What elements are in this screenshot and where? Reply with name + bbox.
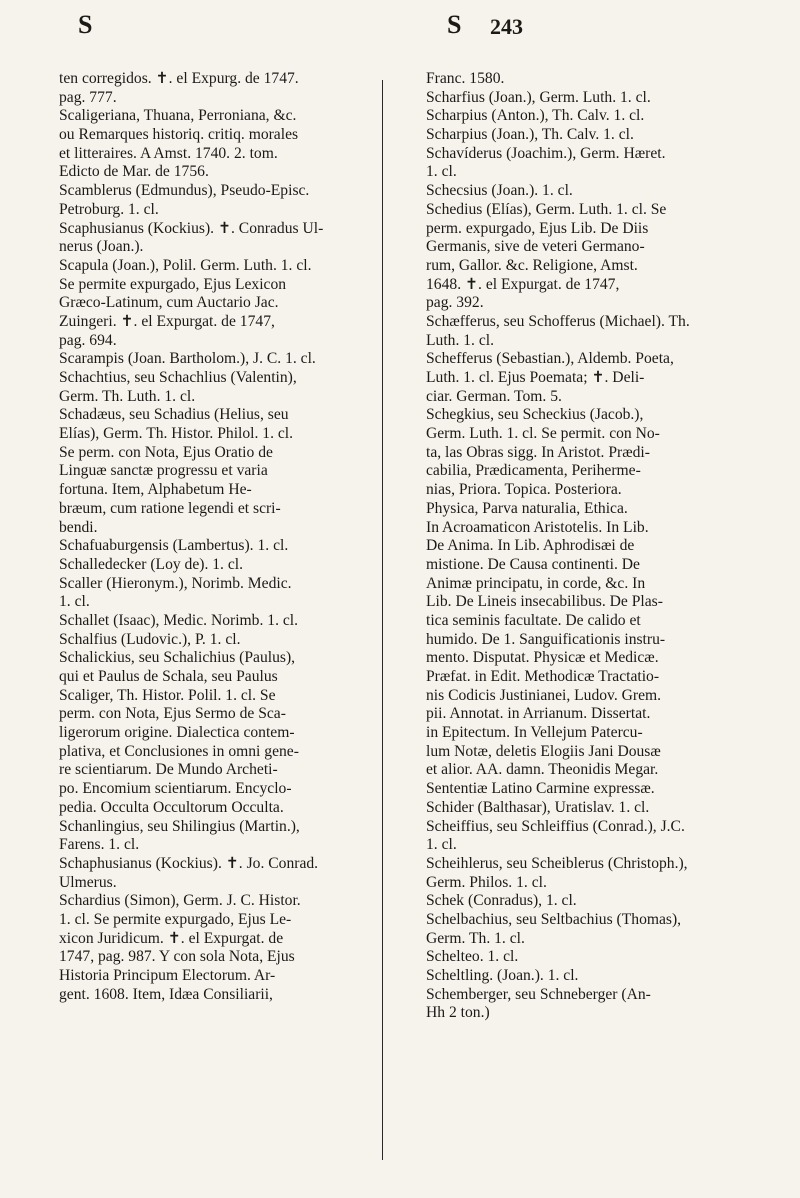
text-line: plativa, et Conclusiones in omni gene- bbox=[59, 742, 299, 760]
text-line: Germ. Luth. 1. cl. Se permit. con No- bbox=[426, 425, 660, 443]
text-line: 1. cl. bbox=[426, 836, 457, 854]
text-line: pag. 777. bbox=[59, 88, 117, 106]
text-line: ou Remarques historiq. critiq. morales bbox=[59, 126, 299, 144]
text-line: Scharfius (Joan.), Germ. Luth. 1. cl. bbox=[426, 88, 651, 106]
text-line: Physica, Parva naturalia, Ethica. bbox=[426, 499, 628, 517]
text-line: Linguæ sanctæ progressu et varia bbox=[59, 462, 268, 480]
text-line: pii. Annotat. in Arrianum. Dissertat. bbox=[426, 705, 651, 723]
running-head-left: S bbox=[78, 10, 94, 39]
text-line: Ulmerus. bbox=[59, 873, 117, 891]
text-line: re scientiarum. De Mundo Archeti- bbox=[59, 761, 278, 779]
text-line: Schadæus, seu Schadius (Helius, seu bbox=[59, 406, 289, 424]
text-line: Scaliger, Th. Histor. Polil. 1. cl. Se bbox=[59, 686, 276, 704]
text-line: Schedius (Elías), Germ. Luth. 1. cl. Se bbox=[426, 200, 667, 218]
text-line: tica seminis facultate. De calido et bbox=[426, 611, 641, 629]
text-line: Schider (Balthasar), Uratislav. 1. cl. bbox=[426, 798, 650, 816]
text-line: Scheiffius, seu Schleiffius (Conrad.), J.C. bbox=[426, 817, 685, 835]
text-line: mistione. De Causa continenti. De bbox=[426, 555, 640, 573]
text-line: Scharpius (Anton.), Th. Calv. 1. cl. bbox=[426, 107, 645, 125]
text-line: Lib. De Lineis insecabilibus. De Plas- bbox=[426, 593, 663, 611]
text-line: Germ. Philos. 1. cl. bbox=[426, 873, 547, 891]
text-line: gent. 1608. Item, Idæa Consiliarii, bbox=[59, 985, 273, 1003]
text-line: Schafuaburgensis (Lambertus). 1. cl. bbox=[59, 537, 289, 555]
text-line: Scaphusianus (Kockius). ✝. Conradus Ul- bbox=[59, 219, 324, 237]
text-line: Schalledecker (Loy de). 1. cl. bbox=[59, 555, 244, 573]
text-line: Luth. 1. cl. Ejus Poemata; ✝. Deli- bbox=[426, 369, 645, 386]
text-line: Scamblerus (Edmundus), Pseudo-Episc. bbox=[59, 182, 310, 200]
text-line: in Epitectum. In Vellejum Patercu- bbox=[426, 724, 643, 742]
text-line: po. Encomium scientiarum. Encyclo- bbox=[59, 780, 292, 798]
text-line: humido. De 1. Sanguificationis instru- bbox=[426, 630, 666, 648]
text-line: Præfat. in Edit. Methodicæ Tractatio- bbox=[426, 668, 660, 685]
column-divider bbox=[382, 80, 383, 1160]
text-line: Schachtius, seu Schachlius (Valentin), bbox=[59, 369, 297, 386]
text-line: fortuna. Item, Alphabetum He- bbox=[59, 481, 252, 499]
text-line: Schardius (Simon), Germ. J. C. Histor. bbox=[59, 892, 301, 910]
text-line: Scheltling. (Joan.). 1. cl. bbox=[426, 967, 579, 984]
text-line: lum Notæ, deletis Elogiis Jani Dousæ bbox=[426, 742, 661, 760]
text-line: bræum, cum ratione legendi et scri- bbox=[59, 499, 281, 517]
text-line: bendi. bbox=[59, 518, 98, 536]
running-head-right: S bbox=[447, 10, 463, 39]
text-line: cabilia, Prædicamenta, Periherme- bbox=[426, 462, 641, 480]
text-line: xicon Juridicum. ✝. el Expurgat. de bbox=[59, 929, 284, 947]
text-line: et litteraires. A Amst. 1740. 2. tom. bbox=[59, 144, 278, 162]
text-line: pedia. Occulta Occultorum Occulta. bbox=[59, 798, 284, 816]
text-line: 1. cl. bbox=[59, 593, 90, 611]
text-line: Elías), Germ. Th. Histor. Philol. 1. cl. bbox=[59, 425, 294, 443]
text-line: Schallet (Isaac), Medic. Norimb. 1. cl. bbox=[59, 611, 299, 629]
text-line: Se perm. con Nota, Ejus Oratio de bbox=[59, 443, 273, 461]
text-line: Sententiæ Latino Carmine expressæ. bbox=[426, 780, 655, 798]
text-line: Petroburg. 1. cl. bbox=[59, 200, 159, 218]
text-line: Schegkius, seu Scheckius (Jacob.), bbox=[426, 406, 644, 424]
text-line: Schanlingius, seu Shilingius (Martin.), bbox=[59, 817, 300, 835]
text-line: 1. cl. bbox=[426, 163, 457, 181]
text-line: Schecsius (Joan.). 1. cl. bbox=[426, 182, 573, 200]
text-line: Se permite expurgado, Ejus Lexicon bbox=[59, 275, 287, 293]
text-line: De Anima. In Lib. Aphrodisæi de bbox=[426, 537, 635, 555]
text-line: Schek (Conradus), 1. cl. bbox=[426, 892, 577, 910]
text-line: Scaller (Hieronym.), Norimb. Medic. bbox=[59, 574, 292, 592]
text-line: Scheihlerus, seu Scheiblerus (Christoph.), bbox=[426, 854, 688, 872]
text-line: Schalfius (Ludovic.), P. 1. cl. bbox=[59, 630, 241, 648]
text-line: Germanis, sive de veteri Germano- bbox=[426, 238, 645, 256]
text-line: ligerorum origine. Dialectica contem- bbox=[59, 724, 295, 742]
text-line: Schæfferus, seu Schofferus (Michael). Th. bbox=[426, 312, 690, 330]
text-line: Scaligeriana, Thuana, Perroniana, &c. bbox=[59, 107, 297, 125]
text-line: 1. cl. Se permite expurgado, Ejus Le- bbox=[59, 910, 292, 928]
text-line: ta, las Obras sigg. In Aristot. Prædi- bbox=[426, 443, 650, 461]
text-line: Edicto de Mar. de 1756. bbox=[59, 163, 209, 181]
page-number: 243 bbox=[490, 14, 523, 39]
text-line: 1747, pag. 987. Y con sola Nota, Ejus bbox=[59, 948, 295, 966]
text-line: perm. con Nota, Ejus Sermo de Sca- bbox=[59, 705, 286, 723]
text-line: Animæ principatu, in corde, &c. In bbox=[426, 574, 646, 592]
text-line: Germ. Th. Luth. 1. cl. bbox=[59, 387, 196, 405]
text-line: Schelteo. 1. cl. bbox=[426, 948, 519, 966]
text-line: et alior. AA. damn. Theonidis Megar. bbox=[426, 761, 659, 779]
text-line: Scharpius (Joan.), Th. Calv. 1. cl. bbox=[426, 126, 634, 144]
text-line: nias, Priora. Topica. Posteriora. bbox=[426, 481, 622, 499]
text-line: Historia Principum Electorum. Ar- bbox=[59, 967, 276, 984]
text-line: rum, Gallor. &c. Religione, Amst. bbox=[426, 256, 638, 274]
text-line: pag. 392. bbox=[426, 294, 484, 312]
text-line: In Acroamaticon Aristotelis. In Lib. bbox=[426, 518, 649, 536]
text-line: ciar. German. Tom. 5. bbox=[426, 387, 562, 405]
text-line: Luth. 1. cl. bbox=[426, 331, 494, 349]
text-line: qui et Paulus de Schala, seu Paulus bbox=[59, 668, 278, 685]
text-line: Schelbachius, seu Seltbachius (Thomas), bbox=[426, 910, 682, 928]
text-line: Schaphusianus (Kockius). ✝. Jo. Conrad. bbox=[59, 854, 319, 872]
text-line: Franc. 1580. bbox=[426, 70, 505, 87]
text-line: nerus (Joan.). bbox=[59, 238, 144, 256]
text-line: 1648. ✝. el Expurgat. de 1747, bbox=[426, 275, 620, 293]
text-line: Scapula (Joan.), Polil. Germ. Luth. 1. cl. bbox=[59, 256, 312, 274]
text-line: Farens. 1. cl. bbox=[59, 836, 140, 854]
text-line: Germ. Th. 1. cl. bbox=[426, 929, 525, 947]
text-line: ten corregidos. ✝. el Expurg. de 1747. bbox=[59, 70, 299, 87]
text-line: Scarampis (Joan. Bartholom.), J. C. 1. cl. bbox=[59, 350, 316, 368]
text-line: nis Codicis Justinianei, Ludov. Grem. bbox=[426, 686, 662, 704]
right-column bbox=[426, 70, 741, 1023]
left-column bbox=[59, 70, 374, 1004]
text-line: mento. Disputat. Physicæ et Medicæ. bbox=[426, 649, 659, 667]
text-line: Zuingeri. ✝. el Expurgat. de 1747, bbox=[59, 312, 275, 330]
text-line: perm. expurgado, Ejus Lib. De Diis bbox=[426, 219, 649, 237]
text-line: Hh 2 ton.) bbox=[426, 1004, 490, 1022]
text-line: Schefferus (Sebastian.), Aldemb. Poeta, bbox=[426, 350, 674, 368]
text-line: pag. 694. bbox=[59, 331, 117, 349]
text-line: Schavíderus (Joachim.), Germ. Hæret. bbox=[426, 144, 666, 162]
text-line: Schalickius, seu Schalichius (Paulus), bbox=[59, 649, 296, 667]
text-line: Schemberger, seu Schneberger (An- bbox=[426, 985, 651, 1003]
text-line: Græco-Latinum, cum Auctario Jac. bbox=[59, 294, 279, 312]
